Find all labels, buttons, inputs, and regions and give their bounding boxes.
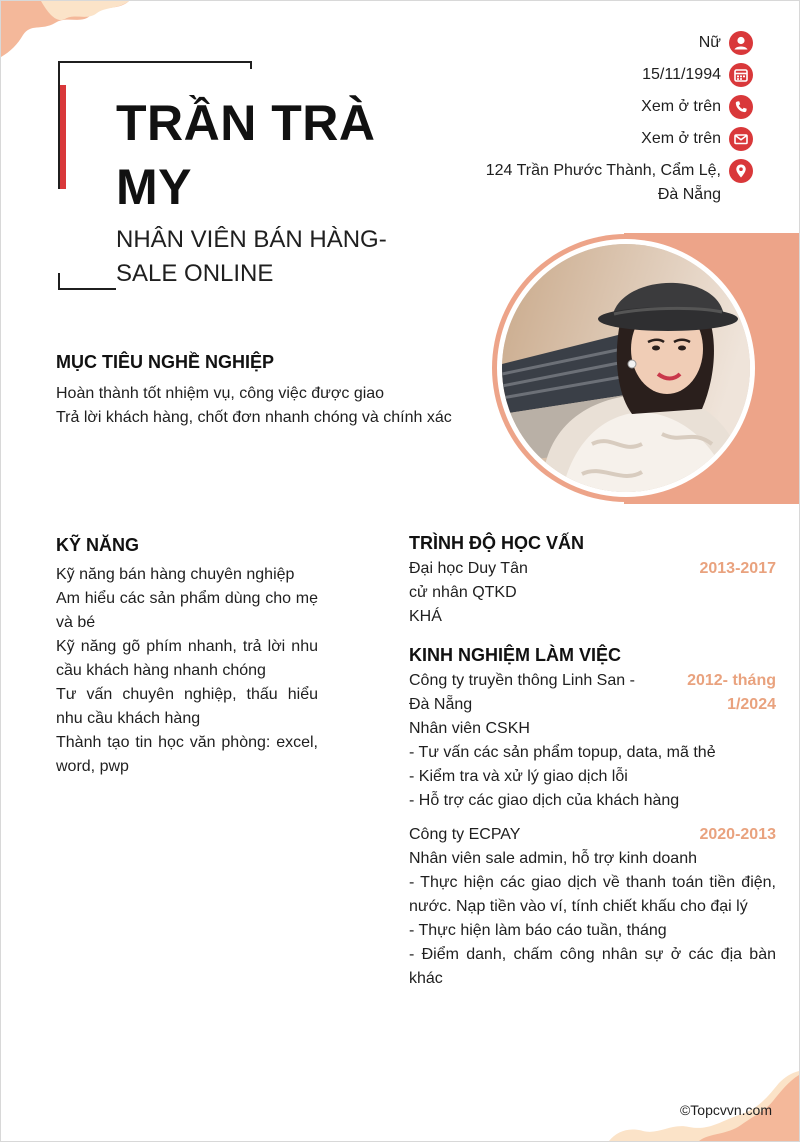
- objective-line: Trả lời khách hàng, chốt đơn nhanh chóng và chính xác: [56, 409, 452, 426]
- contact-phone-text: Xem ở trên: [641, 98, 721, 115]
- job-date: 2012- tháng 1/2024: [687, 672, 776, 713]
- user-icon: [729, 31, 753, 55]
- candidate-role: NHÂN VIÊN BÁN HÀNG-SALE ONLINE: [116, 226, 387, 287]
- contact-birthday-text: 15/11/1994: [642, 66, 721, 83]
- location-icon: [729, 159, 753, 183]
- contact-gender-text: Nữ: [698, 34, 721, 51]
- job-task: - Điểm danh, chấm công nhân sự ở các địa bàn khác: [409, 946, 776, 987]
- contact-address-text: 124 Trần Phước Thành, Cẩm Lệ, Đà Nẵng: [485, 162, 721, 203]
- contact-birthday: [433, 63, 753, 87]
- objective-title: MỤC TIÊU NGHỀ NGHIỆP: [56, 352, 275, 372]
- skill-item: Am hiểu các sản phẩm dùng cho mẹ và bé: [56, 590, 318, 631]
- job-position: Nhân viên sale admin, hỗ trợ kinh doanh: [409, 850, 697, 867]
- job-task: - Kiểm tra và xử lý giao dịch lỗi: [409, 768, 628, 785]
- contact-phone: [433, 95, 753, 119]
- title-frame-top-tick: [250, 61, 252, 69]
- candidate-name: TRẦN TRÀ MY: [116, 95, 376, 215]
- education-title: TRÌNH ĐỘ HỌC VẤN: [409, 533, 584, 553]
- mail-icon: [729, 127, 753, 151]
- profile-photo: [502, 244, 750, 492]
- skill-item: Kỹ năng gõ phím nhanh, trả lời nhu cầu khách hàng nhanh chóng: [56, 638, 318, 679]
- skill-item: Thành tạo tin học văn phòng: excel, word, pwp: [56, 734, 318, 775]
- experience-entry-1: [409, 669, 776, 813]
- skills-title: KỸ NĂNG: [56, 535, 140, 555]
- job-date: 2020-2013: [699, 826, 776, 843]
- skills-list: [56, 563, 318, 779]
- experience-entry-2: [409, 823, 776, 991]
- skill-item: Kỹ năng bán hàng chuyên nghiệp: [56, 566, 295, 583]
- job-task: - Tư vấn các sản phẩm topup, data, mã thẻ: [409, 744, 716, 761]
- education-school: Đại học Duy Tân: [409, 560, 528, 577]
- job-company: Công ty truyền thông Linh San - Đà Nẵng: [409, 672, 635, 713]
- job-task: - Thực hiện làm báo cáo tuần, tháng: [409, 922, 667, 939]
- contact-address: [433, 159, 753, 207]
- education-entry: [409, 557, 776, 629]
- phone-icon: [729, 95, 753, 119]
- job-task: - Thực hiện các giao dịch về thanh toán tiền điện, nước. Nạp tiền vào ví, tính chiết khấu cho đại lý: [409, 874, 776, 915]
- skill-item: Tư vấn chuyên nghiệp, thấu hiểu nhu cầu khách hàng: [56, 686, 318, 727]
- contact-email-text: Xem ở trên: [641, 130, 721, 147]
- contact-list: [433, 31, 753, 215]
- job-position: Nhân viên CSKH: [409, 720, 530, 737]
- copyright-text: ©Topcvvn.com: [679, 1102, 772, 1118]
- contact-gender: [433, 31, 753, 55]
- job-company: Công ty ECPAY: [409, 826, 521, 843]
- objective-line: Hoàn thành tốt nhiệm vụ, công việc được giao: [56, 385, 385, 402]
- experience-title: KINH NGHIỆM LÀM VIỆC: [409, 645, 622, 665]
- job-task: - Hỗ trợ các giao dịch của khách hàng: [409, 792, 680, 809]
- education-date: 2013-2017: [699, 560, 776, 577]
- title-frame-bottom: [58, 288, 116, 290]
- education-degree: cử nhân QTKD: [409, 584, 517, 601]
- education-grade: KHÁ: [409, 608, 442, 625]
- decorative-blob-top-left: [1, 1, 131, 61]
- title-frame-top: [58, 61, 252, 63]
- calendar-icon: [729, 63, 753, 87]
- title-accent-bar: [60, 85, 66, 189]
- objective-text: [56, 382, 476, 430]
- contact-email: [433, 127, 753, 151]
